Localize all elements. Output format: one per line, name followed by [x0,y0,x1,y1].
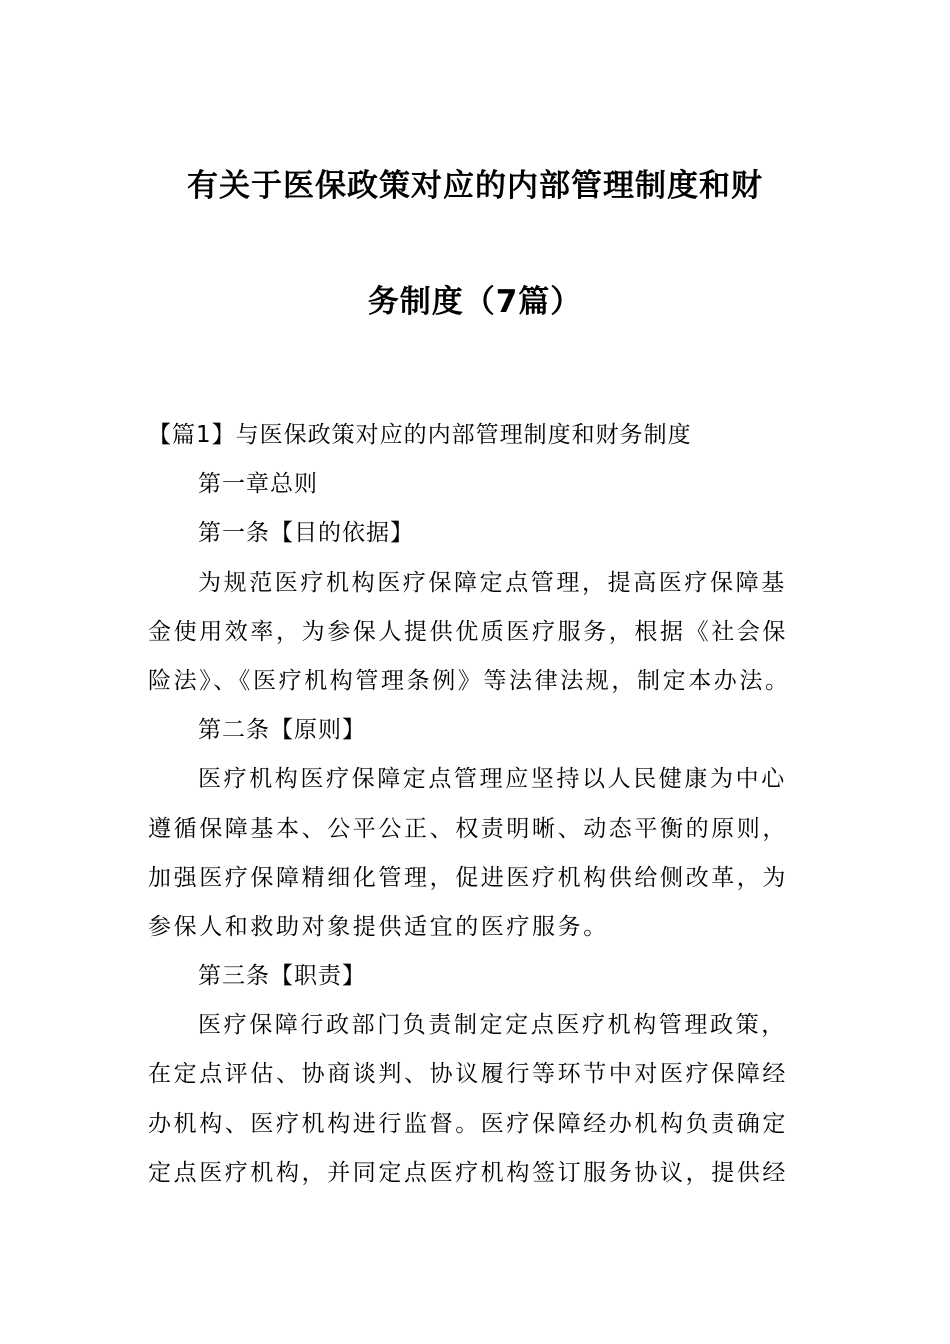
article-heading: 第三条【职责】 [198,963,366,990]
paragraph-line: 医疗保障行政部门负责制定定点医疗机构管理政策， [198,1012,787,1039]
paragraph-line: 办机构、医疗机构进行监督。医疗保障经办机构负责确定 [148,1110,788,1137]
paragraph-line: 参保人和救助对象提供适宜的医疗服务。 [148,913,609,940]
document-body [148,411,808,1198]
paragraph-line: 遵循保障基本、公平公正、权责明晰、动态平衡的原则， [148,815,788,842]
paragraph-line: 险法》、《医疗机构管理条例》等法律法规，制定本办法。 [148,667,791,694]
section-heading: 【篇1】与医保政策对应的内部管理制度和财务制度 [148,422,692,448]
paragraph-line: 为规范医疗机构医疗保障定点管理，提高医疗保障基 [198,569,787,596]
chapter-heading: 第一章总则 [198,471,318,498]
paragraph-line: 在定点评估、协商谈判、协议履行等环节中对医疗保障经 [148,1061,788,1088]
paragraph-line: 金使用效率，为参保人提供优质医疗服务，根据《社会保 [148,618,788,645]
article-heading: 第二条【原则】 [198,717,366,744]
paragraph-line: 医疗机构医疗保障定点管理应坚持以人民健康为中心 [198,766,787,793]
document-title-line-1: 有关于医保政策对应的内部管理制度和财 [187,168,763,204]
article-heading: 第一条【目的依据】 [198,520,414,547]
document-title-line-2: 务制度（7篇） [367,284,583,320]
paragraph-line: 定点医疗机构，并同定点医疗机构签订服务协议，提供经 [148,1159,788,1186]
paragraph-line: 加强医疗保障精细化管理，促进医疗机构供给侧改革，为 [148,864,788,891]
